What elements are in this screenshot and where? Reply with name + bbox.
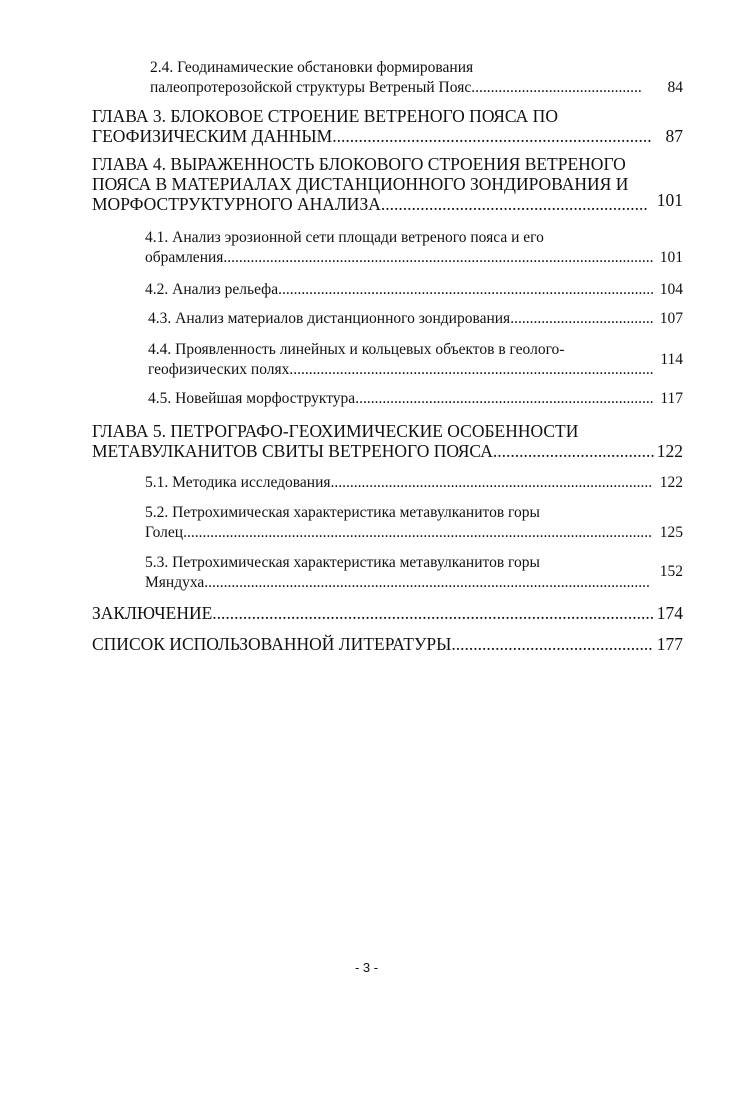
toc-page-number: 117 [660, 390, 683, 407]
toc-entry-text: обрамления............................................................................................................... [145, 249, 654, 266]
toc-page-number: 101 [656, 190, 683, 210]
toc-entry-text: МЕТАВУЛКАНИТОВ СВИТЫ ВЕТРЕНОГО ПОЯСА..................................... [92, 441, 655, 461]
toc-entry-text: ЗАКЛЮЧЕНИЕ..................................................................................................... [92, 603, 655, 623]
toc-entry-text: 4.1. Анализ эрозионной сети площади ветреного пояса и его [145, 229, 544, 246]
toc-entry-text: МОРФОСТРУКТУРНОГО АНАЛИЗА............................................................. [92, 194, 648, 214]
leader-dots: ............................................................................. [355, 390, 654, 407]
leader-dots: ..................................................................................................... [212, 603, 655, 623]
toc-entry-text: ПОЯСА В МАТЕРИАЛАХ ДИСТАНЦИОННОГО ЗОНДИРОВАНИЯ И [92, 174, 629, 194]
toc-entry-text: геофизических полях.............................................................................................. [148, 361, 654, 378]
toc-entry-text: 4.4. Проявленность линейных и кольцевых объектов в геолого- [148, 341, 565, 358]
leader-dots: ..................................... [492, 441, 655, 461]
toc-page-number: 125 [659, 524, 683, 541]
toc-page-number: 104 [659, 281, 683, 298]
leader-dots: .............................................. [451, 634, 653, 654]
leader-dots: ......................................................................... [332, 126, 652, 146]
toc-page-number: 87 [665, 126, 683, 146]
leader-dots: ............................................................................................................... [223, 249, 654, 266]
toc-entry-text: 4.2. Анализ рельефа................................................................................................. [145, 281, 654, 298]
leader-dots: ................................................................................................................... [204, 574, 650, 591]
leader-dots: ............................................................. [380, 194, 648, 214]
toc-entry-text: 5.2. Петрохимическая характеристика метавулканитов горы [145, 504, 540, 521]
toc-page-number: 114 [660, 351, 683, 368]
toc-entry-text: 4.3. Анализ материалов дистанционного зондирования..................................... [148, 310, 654, 327]
toc-entry-text: Мяндуха................................................................................................................... [145, 574, 650, 591]
leader-dots: .............................................................................................. [289, 361, 654, 378]
toc-entry-text: ГЛАВА 5. ПЕТРОГРАФО-ГЕОХИМИЧЕСКИЕ ОСОБЕННОСТИ [92, 421, 579, 441]
toc-entry-text: 5.3. Петрохимическая характеристика метавулканитов горы [145, 554, 540, 571]
leader-dots: ......................................................................................................................... [183, 524, 652, 541]
toc-entry-text: ГЕОФИЗИЧЕСКИМ ДАННЫМ......................................................................... [92, 126, 652, 146]
toc-page-number: 174 [656, 603, 683, 623]
page-number: - 3 - [354, 960, 379, 975]
toc-page-number: 101 [659, 249, 683, 266]
toc-page-number: 84 [667, 79, 683, 96]
toc-entry-text: 4.5. Новейшая морфоструктура............................................................................. [148, 390, 654, 407]
toc-entry-text: ГЛАВА 4. ВЫРАЖЕННОСТЬ БЛОКОВОГО СТРОЕНИЯ ВЕТРЕНОГО [92, 154, 626, 174]
toc-page-number: 122 [656, 441, 683, 461]
toc-entry-text: 5.1. Методика исследования................................................................................... [145, 474, 653, 491]
leader-dots: ..................................... [510, 310, 654, 327]
toc-entry-text: Голец......................................................................................................................... [145, 524, 652, 541]
toc-entry-text: палеопротерозойской структуры Ветреный Пояс............................................ [150, 79, 642, 96]
leader-dots: ................................................................................... [330, 474, 653, 491]
leader-dots: ............................................ [471, 79, 642, 96]
toc-entry-text: ГЛАВА 3. БЛОКОВОЕ СТРОЕНИЕ ВЕТРЕНОГО ПОЯСА ПО [92, 106, 558, 126]
leader-dots: ................................................................................................. [278, 281, 654, 298]
toc-page-number: 122 [659, 474, 683, 491]
toc-entry-text: СПИСОК ИСПОЛЬЗОВАННОЙ ЛИТЕРАТУРЫ.............................................. [92, 634, 653, 654]
toc-page-number: 177 [656, 634, 683, 654]
toc-page-number: 152 [659, 563, 683, 580]
toc-entry-text: 2.4. Геодинамические обстановки формирования [150, 59, 474, 76]
toc-page-number: 107 [659, 310, 683, 327]
